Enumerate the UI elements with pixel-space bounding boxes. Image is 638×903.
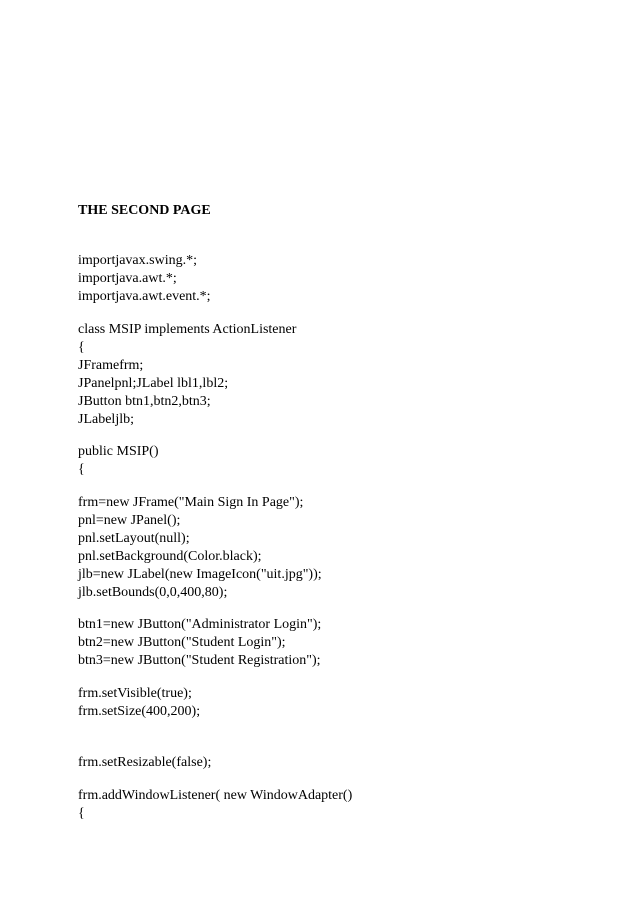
- page-heading: THE SECOND PAGE: [78, 203, 211, 218]
- code-line: JLabeljlb;: [78, 412, 134, 427]
- code-line: frm.addWindowListener( new WindowAdapter(): [78, 788, 353, 803]
- code-line: btn1=new JButton("Administrator Login");: [78, 617, 322, 632]
- code-line: btn2=new JButton("Student Login");: [78, 635, 286, 650]
- code-line: frm=new JFrame("Main Sign In Page");: [78, 495, 304, 510]
- code-line: pnl.setBackground(Color.black);: [78, 549, 262, 564]
- code-line: importjavax.swing.*;: [78, 253, 197, 268]
- code-line: {: [78, 806, 85, 821]
- code-line: jlb=new JLabel(new ImageIcon("uit.jpg"));: [78, 567, 322, 582]
- code-line: JFramefrm;: [78, 358, 144, 373]
- code-line: frm.setResizable(false);: [78, 755, 212, 770]
- code-line: importjava.awt.*;: [78, 271, 177, 286]
- code-line: importjava.awt.event.*;: [78, 289, 211, 304]
- code-line: btn3=new JButton("Student Registration");: [78, 653, 321, 668]
- code-line: jlb.setBounds(0,0,400,80);: [78, 585, 228, 600]
- code-line: {: [78, 340, 85, 355]
- code-line: pnl.setLayout(null);: [78, 531, 190, 546]
- code-line: public MSIP(): [78, 444, 159, 459]
- code-line: pnl=new JPanel();: [78, 513, 181, 528]
- code-line: frm.setVisible(true);: [78, 686, 192, 701]
- code-line: {: [78, 462, 85, 477]
- code-line: JPanelpnl;JLabel lbl1,lbl2;: [78, 376, 229, 391]
- code-line: class MSIP implements ActionListener: [78, 322, 297, 337]
- code-line: frm.setSize(400,200);: [78, 704, 201, 719]
- code-line: JButton btn1,btn2,btn3;: [78, 394, 211, 409]
